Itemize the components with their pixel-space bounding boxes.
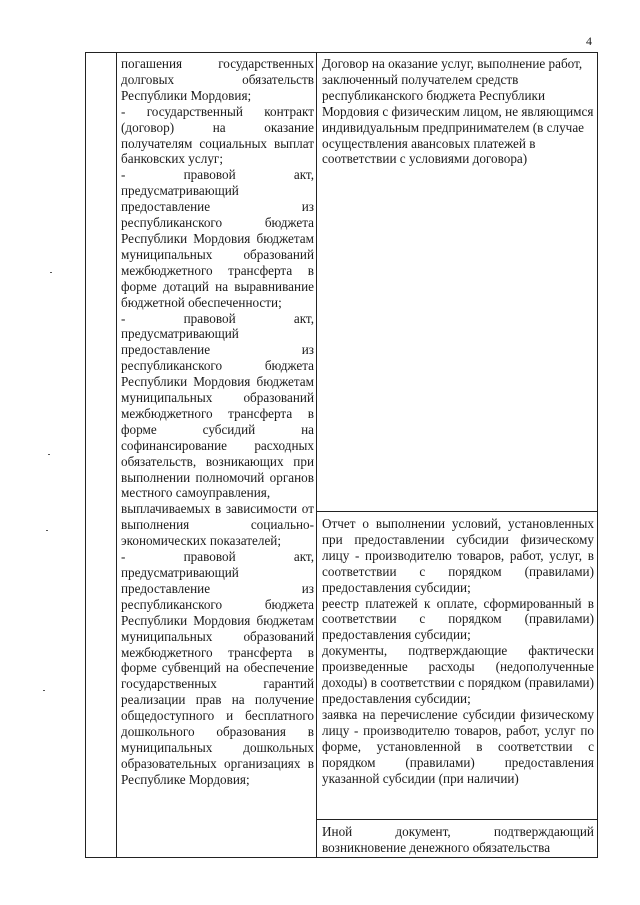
left-item-2: - государственный контракт (договор) на оказание получателям социальных выплат банковских услуг;	[121, 103, 314, 167]
right-cell-other-document	[322, 824, 594, 856]
left-item-3: - правовой акт, предусматривающий предоставление из республиканского бюджета Республики Мордовия бюджетам муниципальных образований межбюджетного трансферта в форме дотаций на выравнивание бюджетной обеспеченности;	[121, 167, 314, 310]
scan-speck	[48, 454, 50, 455]
document-table	[85, 52, 598, 858]
left-item-6: - правовой акт, предусматривающий предоставление из республиканского бюджета Республики Мордовия бюджетам муниципальных образований межбюджетного трансферта в форме субвенций на обеспечение государственных гарантий реализации прав на получение общедоступного и бесплатного дошкольного образования в муниципальных дошкольных образовательных организациях в Республике Мордовия;	[121, 549, 314, 787]
contract-text: Договор на оказание услуг, выполнение работ, заключенный получателем средств республиканского бюджета Республики Мордовия с физическим лицом, не являющимся индивидуальным предпринимателем (в случае осуществления авансовых платежей в соответствии с условиями договора)	[322, 56, 594, 167]
other-document-text: Иной документ, подтверждающий возникновение денежного обязательства	[322, 824, 594, 855]
column-divider-1	[116, 53, 117, 857]
scan-speck	[46, 530, 48, 531]
row-divider-1	[316, 511, 597, 512]
page-number: 4	[586, 34, 592, 48]
subsidy-doc-1: Отчет о выполнении условий, установленных при предоставлении субсидии физическому лицу - производителю товаров, работ, услуг, в соответствии с порядком (правилами) предоставления субсидии;	[322, 516, 594, 595]
row-divider-2	[316, 819, 597, 820]
subsidy-doc-4: заявка на перечисление субсидии физическому лицу - производителю товаров, работ, услуг по форме, установленной в соответствии с порядком (правилами) предоставления указанной субсидии (при наличии)	[322, 706, 594, 786]
scan-speck	[50, 272, 52, 273]
right-cell-contract	[322, 56, 594, 167]
left-item-4: - правовой акт, предусматривающий предоставление из республиканского бюджета Республики Мордовия бюджетам муниципальных образований межбюджетного трансферта в форме субсидий на софинансирование расходных обязательств, возникающих при выполнении полномочий органов местного самоуправления,	[121, 310, 314, 501]
left-item-5: выплачиваемых в зависимости от выполнения социально-экономических показателей;	[121, 501, 314, 549]
left-item-1: погашения государственных долговых обязательств Республики Мордовия;	[121, 56, 314, 103]
subsidy-doc-3: документы, подтверждающие фактически произведенные расходы (недополученные доходы) в соответствии с порядком (правилами) предоставления субсидии;	[322, 643, 594, 706]
right-cell-subsidy-documents	[322, 516, 594, 786]
subsidy-doc-2: реестр платежей к оплате, сформированный в соответствии с порядком (правилами) предоставления субсидии;	[322, 595, 594, 643]
scan-speck	[43, 690, 45, 691]
column-divider-2	[316, 53, 317, 857]
left-column-text	[121, 56, 314, 788]
